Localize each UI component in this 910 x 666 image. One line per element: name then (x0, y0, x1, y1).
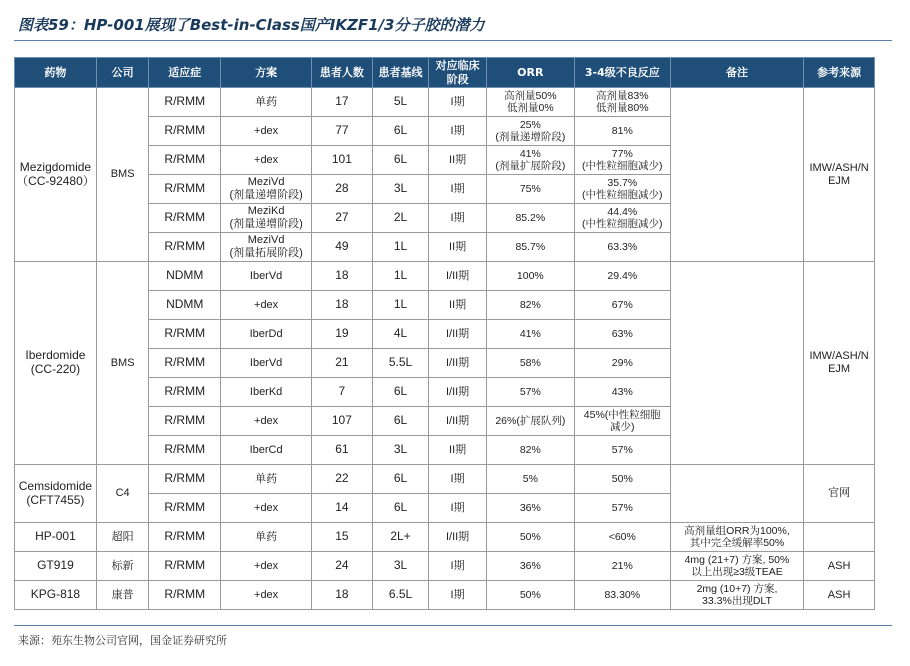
baseline-cell: 1L (372, 291, 429, 320)
drug-cell: KPG-818 (15, 581, 97, 610)
indication-cell: R/RMM (149, 494, 221, 523)
orr-cell: 82% (486, 291, 574, 320)
table-row (15, 465, 875, 494)
phase-cell: I期 (429, 117, 487, 146)
company-cell: C4 (96, 465, 149, 523)
patients-cell: 18 (312, 291, 373, 320)
baseline-cell: 1L (372, 262, 429, 291)
ae-cell: <60% (574, 523, 670, 552)
ae-cell: 高剂量83% 低剂量80% (574, 88, 670, 117)
table-row (15, 581, 875, 610)
indication-cell: R/RMM (149, 378, 221, 407)
table-row (15, 552, 875, 581)
company-cell: BMS (96, 88, 149, 262)
phase-cell: I期 (429, 552, 487, 581)
orr-cell: 85.7% (486, 233, 574, 262)
column-header: ORR (486, 58, 574, 88)
column-header: 方案 (221, 58, 312, 88)
regimen-cell: +dex (221, 146, 312, 175)
ae-cell: 29.4% (574, 262, 670, 291)
column-header: 药物 (15, 58, 97, 88)
ae-cell: 43% (574, 378, 670, 407)
baseline-cell: 2L (372, 204, 429, 233)
regimen-cell: IberVd (221, 262, 312, 291)
regimen-cell: MeziKd (剂量递增阶段) (221, 204, 312, 233)
baseline-cell: 6L (372, 378, 429, 407)
source-note: 来源：苑东生物公司官网，国金证券研究所 (18, 634, 227, 647)
indication-cell: R/RMM (149, 88, 221, 117)
patients-cell: 18 (312, 581, 373, 610)
note-cell: 高剂量组ORR为100%, 其中完全缓解率50% (670, 523, 803, 552)
baseline-cell: 6L (372, 465, 429, 494)
indication-cell: R/RMM (149, 175, 221, 204)
orr-cell: 85.2% (486, 204, 574, 233)
orr-cell: 57% (486, 378, 574, 407)
orr-cell: 36% (486, 494, 574, 523)
ae-cell: 44.4% (中性粒细胞减少) (574, 204, 670, 233)
regimen-cell: IberVd (221, 349, 312, 378)
ae-cell: 83.30% (574, 581, 670, 610)
phase-cell: I期 (429, 204, 487, 233)
regimen-cell: +dex (221, 407, 312, 436)
note-cell (670, 465, 803, 523)
ae-cell: 67% (574, 291, 670, 320)
phase-cell: I期 (429, 88, 487, 117)
patients-cell: 19 (312, 320, 373, 349)
note-cell (670, 88, 803, 262)
table-row (15, 262, 875, 291)
orr-cell: 50% (486, 581, 574, 610)
ae-cell: 35.7% (中性粒细胞减少) (574, 175, 670, 204)
phase-cell: I/II期 (429, 320, 487, 349)
regimen-cell: IberKd (221, 378, 312, 407)
orr-cell: 36% (486, 552, 574, 581)
patients-cell: 15 (312, 523, 373, 552)
patients-cell: 27 (312, 204, 373, 233)
note-cell (670, 262, 803, 465)
ae-cell: 50% (574, 465, 670, 494)
patients-cell: 24 (312, 552, 373, 581)
patients-cell: 21 (312, 349, 373, 378)
phase-cell: I/II期 (429, 349, 487, 378)
patients-cell: 18 (312, 262, 373, 291)
ae-cell: 57% (574, 436, 670, 465)
regimen-cell: MeziVd (剂量递增阶段) (221, 175, 312, 204)
phase-cell: I/II期 (429, 262, 487, 291)
ae-cell: 63% (574, 320, 670, 349)
indication-cell: R/RMM (149, 407, 221, 436)
indication-cell: R/RMM (149, 465, 221, 494)
ae-cell: 45%(中性粒细胞 减少) (574, 407, 670, 436)
indication-cell: NDMM (149, 262, 221, 291)
phase-cell: I期 (429, 581, 487, 610)
indication-cell: NDMM (149, 291, 221, 320)
phase-cell: I期 (429, 465, 487, 494)
source-cell: IMW/ASH/N EJM (804, 88, 875, 262)
source-cell: ASH (804, 552, 875, 581)
regimen-cell: 单药 (221, 523, 312, 552)
company-cell: 康普 (96, 581, 149, 610)
ae-cell: 29% (574, 349, 670, 378)
orr-cell: 高剂量50% 低剂量0% (486, 88, 574, 117)
drug-cell: Iberdomide (CC-220) (15, 262, 97, 465)
table-row (15, 88, 875, 117)
header-row (15, 58, 875, 88)
regimen-cell: 单药 (221, 465, 312, 494)
note-cell: 4mg (21+7) 方案, 50% 以上出现≥3级TEAE (670, 552, 803, 581)
column-header: 参考来源 (804, 58, 875, 88)
baseline-cell: 3L (372, 552, 429, 581)
column-header: 患者人数 (312, 58, 373, 88)
orr-cell: 82% (486, 436, 574, 465)
patients-cell: 77 (312, 117, 373, 146)
baseline-cell: 6L (372, 117, 429, 146)
baseline-cell: 6L (372, 494, 429, 523)
baseline-cell: 5.5L (372, 349, 429, 378)
source-cell: 官网 (804, 465, 875, 523)
regimen-cell: +dex (221, 117, 312, 146)
baseline-cell: 2L+ (372, 523, 429, 552)
regimen-cell: +dex (221, 291, 312, 320)
orr-cell: 25% (剂量递增阶段) (486, 117, 574, 146)
orr-cell: 75% (486, 175, 574, 204)
ae-cell: 63.3% (574, 233, 670, 262)
footer-divider (14, 625, 892, 626)
column-header: 患者基线 (372, 58, 429, 88)
comparison-table (14, 57, 875, 610)
source-cell (804, 523, 875, 552)
column-header: 对应临床 阶段 (429, 58, 487, 88)
indication-cell: R/RMM (149, 552, 221, 581)
phase-cell: II期 (429, 233, 487, 262)
indication-cell: R/RMM (149, 349, 221, 378)
phase-cell: I/II期 (429, 523, 487, 552)
table-row (15, 523, 875, 552)
figure-title: 图表59：HP-001展现了Best-in-Class国产IKZF1/3分子胶的潜力 (18, 16, 485, 34)
baseline-cell: 4L (372, 320, 429, 349)
regimen-cell: MeziVd (剂量拓展阶段) (221, 233, 312, 262)
regimen-cell: +dex (221, 581, 312, 610)
regimen-cell: 单药 (221, 88, 312, 117)
orr-cell: 58% (486, 349, 574, 378)
company-cell: BMS (96, 262, 149, 465)
source-cell: IMW/ASH/N EJM (804, 262, 875, 465)
drug-cell: HP-001 (15, 523, 97, 552)
phase-cell: I/II期 (429, 407, 487, 436)
regimen-cell: +dex (221, 494, 312, 523)
indication-cell: R/RMM (149, 146, 221, 175)
title-divider (14, 40, 892, 41)
baseline-cell: 6L (372, 146, 429, 175)
patients-cell: 101 (312, 146, 373, 175)
patients-cell: 7 (312, 378, 373, 407)
patients-cell: 49 (312, 233, 373, 262)
regimen-cell: IberCd (221, 436, 312, 465)
phase-cell: II期 (429, 146, 487, 175)
phase-cell: I/II期 (429, 378, 487, 407)
patients-cell: 17 (312, 88, 373, 117)
indication-cell: R/RMM (149, 436, 221, 465)
ae-cell: 77% (中性粒细胞减少) (574, 146, 670, 175)
ae-cell: 81% (574, 117, 670, 146)
phase-cell: II期 (429, 291, 487, 320)
patients-cell: 28 (312, 175, 373, 204)
ae-cell: 57% (574, 494, 670, 523)
baseline-cell: 3L (372, 175, 429, 204)
phase-cell: I期 (429, 175, 487, 204)
orr-cell: 5% (486, 465, 574, 494)
baseline-cell: 1L (372, 233, 429, 262)
column-header: 公司 (96, 58, 149, 88)
orr-cell: 41% (486, 320, 574, 349)
column-header: 备注 (670, 58, 803, 88)
drug-cell: Mezigdomide （CC-92480） (15, 88, 97, 262)
column-header: 适应症 (149, 58, 221, 88)
regimen-cell: IberDd (221, 320, 312, 349)
orr-cell: 26%(扩展队列) (486, 407, 574, 436)
column-header: 3-4级不良反应 (574, 58, 670, 88)
baseline-cell: 5L (372, 88, 429, 117)
baseline-cell: 6L (372, 407, 429, 436)
patients-cell: 22 (312, 465, 373, 494)
patients-cell: 14 (312, 494, 373, 523)
patients-cell: 107 (312, 407, 373, 436)
source-cell: ASH (804, 581, 875, 610)
baseline-cell: 6.5L (372, 581, 429, 610)
phase-cell: II期 (429, 436, 487, 465)
indication-cell: R/RMM (149, 204, 221, 233)
patients-cell: 61 (312, 436, 373, 465)
baseline-cell: 3L (372, 436, 429, 465)
orr-cell: 100% (486, 262, 574, 291)
indication-cell: R/RMM (149, 117, 221, 146)
phase-cell: I期 (429, 494, 487, 523)
drug-cell: GT919 (15, 552, 97, 581)
indication-cell: R/RMM (149, 233, 221, 262)
table-body (15, 88, 875, 610)
indication-cell: R/RMM (149, 523, 221, 552)
orr-cell: 50% (486, 523, 574, 552)
ae-cell: 21% (574, 552, 670, 581)
indication-cell: R/RMM (149, 320, 221, 349)
note-cell: 2mg (10+7) 方案, 33.3%出现DLT (670, 581, 803, 610)
indication-cell: R/RMM (149, 581, 221, 610)
regimen-cell: +dex (221, 552, 312, 581)
company-cell: 超阳 (96, 523, 149, 552)
drug-cell: Cemsidomide (CFT7455) (15, 465, 97, 523)
company-cell: 标新 (96, 552, 149, 581)
orr-cell: 41% (剂量扩展阶段) (486, 146, 574, 175)
